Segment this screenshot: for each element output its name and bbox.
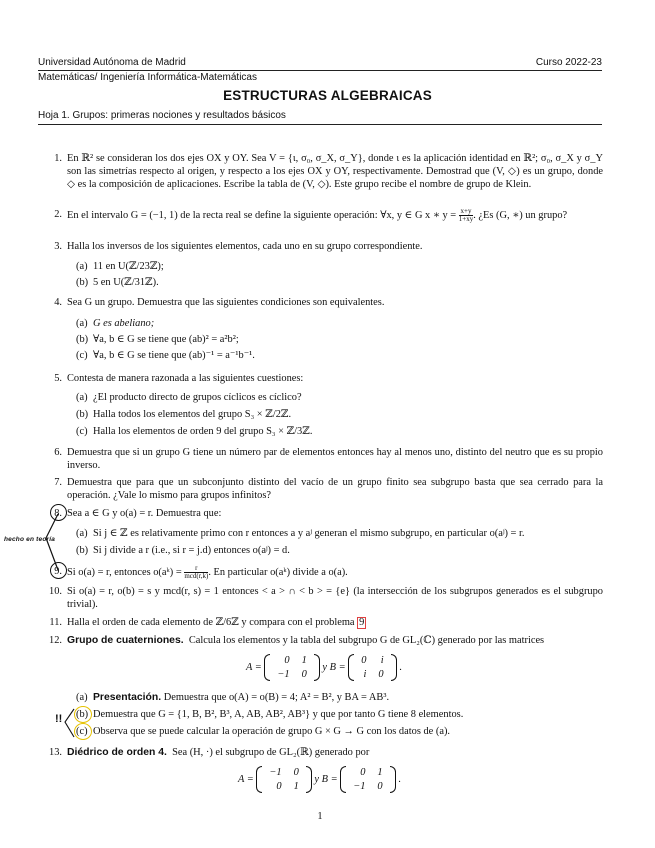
item-text: ∀a, b ∈ G se tiene que (ab)⁻¹ = a⁻¹b⁻¹. <box>93 350 255 361</box>
matrix-cell: 0 <box>293 767 299 778</box>
problem-number: 7. <box>54 477 62 488</box>
item-label: (b) <box>76 545 89 556</box>
item-text: Si j divide a r (i.e., si r = j.d) entonces o(aʲ) = d. <box>93 545 290 556</box>
problem-13-text <box>67 746 603 759</box>
matrix-cell: 1 <box>293 780 299 792</box>
problem-2-text-b: . ¿Es (G, ∗) un grupo? <box>473 209 568 221</box>
problem-7-text: Demuestra que para que un subconjunto distinto del vacío de un grupo finito sea subgrupo basta que sea cerrado para la operación. ¿Vale lo mismo para grupos infinitos? <box>67 477 603 501</box>
course-year: Curso 2022-23 <box>535 57 602 68</box>
problem-2-text-a: En el intervalo G = (−1, 1) de la recta real se define la siguiente operación: ∀x, y ∈ G x ∗ y = <box>67 209 457 221</box>
item-label: (c) <box>76 726 88 737</box>
matrix-a <box>264 654 319 681</box>
problem-number: 3. <box>54 241 62 252</box>
problem-number: 4. <box>54 297 62 308</box>
problem-5-text: Contesta de manera razonada a las siguientes cuestiones: <box>67 373 304 384</box>
problem-12-body: Calcula los elementos y la tabla del subgrupo G de GL₂(ℂ) generado por las matrices <box>188 635 545 646</box>
item-text: ¿El producto directo de grupos cíclicos es cíclico? <box>93 392 302 403</box>
item-text: Halla los elementos de orden 9 del grupo S₃ × ℤ/3ℤ. <box>93 426 313 437</box>
problem-number: 12. <box>49 635 62 646</box>
matrix-cell: 0 <box>360 767 366 778</box>
item-text: 5 en U(ℤ/31ℤ). <box>93 277 159 288</box>
item-text <box>93 691 603 704</box>
item-text: Demuestra que G = {1, B, B², B³, A, AB, AB², AB³} y que por tanto G tiene 8 elementos. <box>93 709 464 720</box>
problem-number: 5. <box>54 373 62 384</box>
matrix-cell: 0 <box>377 780 383 792</box>
problem-10-text: Si o(a) = r, o(b) = s y mcd(r, s) = 1 entonces < a > ∩ < b > = {e} (la intersección de los subgrupos generados es el subgrupo trivial). <box>67 586 603 610</box>
item-title: Presentación. <box>93 692 162 703</box>
hand-drawn-circle <box>50 562 67 579</box>
sheet-subtitle: Hoja 1. Grupos: primeras nociones y resultados básicos <box>38 110 286 121</box>
problem-reference-link[interactable]: 9 <box>359 617 365 628</box>
item-label: (b) <box>76 334 89 345</box>
problem-number: 13. <box>49 747 62 758</box>
problem-number: 10. <box>49 586 62 597</box>
item-text: Si j ∈ ℤ es relativamente primo con r entonces a y aʲ generan el mismo subgrupo, en particular o(aʲ) = r. <box>93 528 525 539</box>
matrix-cell: 0 <box>361 655 367 666</box>
item-label: (b) <box>76 277 89 288</box>
problem-1-text: En ℝ² se consideran los dos ejes OX y OY. Sea V = {ι, σ₀, σ_X, σ_Y}, donde ι es la aplicación identidad en ℝ²; σ₀, σ_X y σ_Y son las simetrías respecto al origen, y respecto a los ejes OX y OY, respectivamente. Demostrad que (V, ◇) es un grupo, donde ◇ es la composición de aplicaciones. Escribe la tabla de (V, ◇). Este grupo recibe el nombre de grupo de Klein. <box>67 153 603 190</box>
matrix-a-label: A = <box>246 661 262 673</box>
problem-number: 6. <box>54 447 62 458</box>
item-body: Demuestra que o(A) = o(B) = 4; A² = B², y BA = AB³. <box>163 692 390 703</box>
degree: Matemáticas/ Ingeniería Informática-Matemáticas <box>38 72 257 83</box>
matrix-cell: i <box>363 668 367 680</box>
matrix-cell: 0 <box>284 655 290 666</box>
matrix-cell: −1 <box>353 780 366 792</box>
problem-11-body: Halla el orden de cada elemento de ℤ/6ℤ y compara con el problema <box>67 617 355 628</box>
matrix-cell: i <box>380 655 384 666</box>
item-label: (a) <box>76 692 88 703</box>
problem-6-text: Demuestra que si un grupo G tiene un número par de elementos entonces hay al menos uno, distinto del neutro que es su propio inverso. <box>67 447 603 471</box>
matrix-b <box>348 654 396 681</box>
item-label: (c) <box>76 350 88 361</box>
matrix-b <box>340 766 395 793</box>
fraction-numerator: x+y <box>460 207 472 215</box>
matrix-b-label: y B = <box>322 661 346 673</box>
matrices-equation: A = −1 0 0 1 y B = 0 1 −1 0 . <box>238 767 401 792</box>
problem-9-text-b: . En particular o(aᵏ) divide a o(a). <box>208 566 348 578</box>
item-text: Halla todos los elementos del grupo S₃ × ℤ/2ℤ. <box>93 409 292 420</box>
fraction-numerator: r <box>184 565 208 573</box>
exclamation-marks: !! <box>55 713 63 725</box>
university-name: Universidad Autónoma de Madrid <box>38 57 186 68</box>
problem-11-text <box>67 616 603 629</box>
matrix-cell: −1 <box>277 668 290 680</box>
margin-note: hecho en teoría <box>4 536 56 543</box>
subtitle-rule <box>38 124 602 125</box>
highlight-circle <box>74 706 92 723</box>
highlight-circle <box>74 723 92 740</box>
problem-12-title: Grupo de cuaterniones. <box>67 635 184 646</box>
problem-8-text: Sea a ∈ G y o(a) = r. Demuestra que: <box>67 508 222 519</box>
problem-2-text <box>67 208 603 223</box>
fraction <box>184 565 208 580</box>
item-text: 11 en U(ℤ/23ℤ); <box>93 261 164 272</box>
matrix-b-label: y B = <box>314 773 338 785</box>
header-rule <box>38 70 602 71</box>
problem-13-body: Sea (H, ·) el subgrupo de GL₂(ℝ) generado por <box>172 747 370 758</box>
problem-9-text <box>67 565 603 580</box>
page-title: ESTRUCTURAS ALGEBRAICAS <box>223 88 432 103</box>
problem-number: 11. <box>49 617 62 628</box>
item-label: (b) <box>76 709 89 720</box>
problem-13-title: Diédrico de orden 4. <box>67 747 167 758</box>
problem-9-text-a: Si o(a) = r, entonces o(aᵏ) = <box>67 566 182 578</box>
item-label: (a) <box>76 528 88 539</box>
matrices-equation: A = 0 1 −1 0 y B = 0 i i 0 . <box>246 655 402 680</box>
fraction <box>459 208 473 223</box>
item-text: G es abeliano; <box>93 318 155 329</box>
problem-number: 9. <box>54 566 62 577</box>
problem-number: 2. <box>54 209 62 220</box>
matrix-cell: −1 <box>269 767 282 778</box>
matrix-a <box>256 766 311 793</box>
item-text: ∀a, b ∈ G se tiene que (ab)² = a²b²; <box>93 334 239 345</box>
problem-3-text: Halla los inversos de los siguientes elementos, cada uno en su grupo correspondiente. <box>67 241 423 252</box>
item-label: (a) <box>76 318 88 329</box>
problem-12-text <box>67 634 603 647</box>
item-label: (a) <box>76 392 88 403</box>
matrix-cell: 1 <box>377 767 383 778</box>
item-label: (a) <box>76 261 88 272</box>
fraction-denominator: 1+xy <box>458 215 474 223</box>
page-number: 1 <box>317 811 323 822</box>
matrix-cell: 0 <box>301 668 307 680</box>
matrix-cell: 0 <box>378 668 384 680</box>
bracket-arrow-icon <box>62 706 76 740</box>
problem-number: 1. <box>54 153 62 164</box>
problem-number: 8. <box>54 508 62 519</box>
matrix-cell: 1 <box>301 655 307 666</box>
item-text: Observa que se puede calcular la operación de grupo G × G → G con los datos de (a). <box>93 726 450 737</box>
problem-4-text: Sea G un grupo. Demuestra que las siguientes condiciones son equivalentes. <box>67 297 385 308</box>
fraction-denominator: mcd(r,k) <box>184 572 209 580</box>
item-label: (c) <box>76 426 88 437</box>
matrix-cell: 0 <box>276 780 282 792</box>
matrix-a-label: A = <box>238 773 254 785</box>
item-label: (b) <box>76 409 89 420</box>
